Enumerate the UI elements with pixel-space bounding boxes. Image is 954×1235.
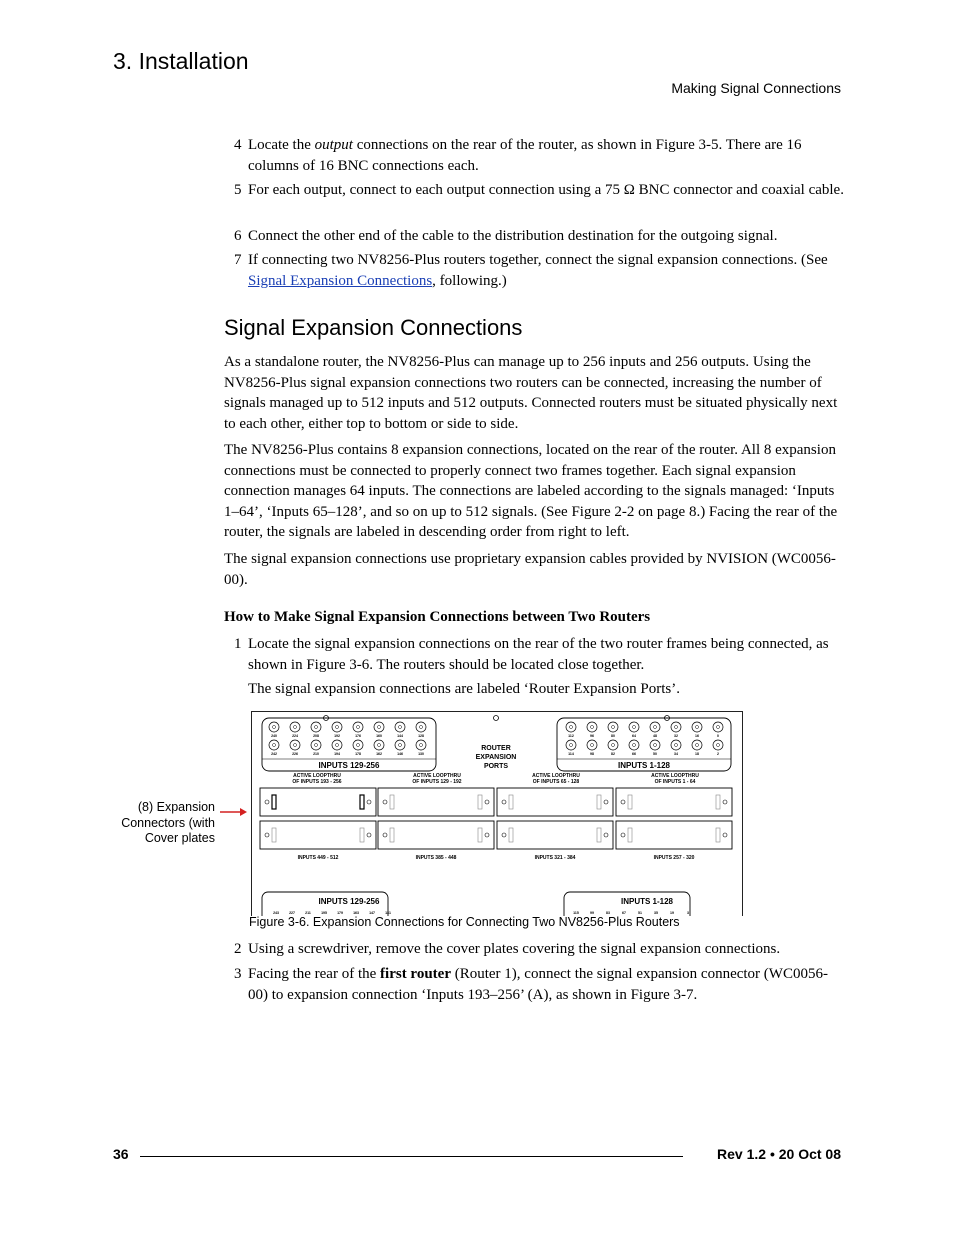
bnc-number: 83: [606, 911, 610, 915]
step-text: If connecting two NV8256-Plus routers together, connect the signal expansion connections. (See Signal Expansion Connections, following.): [248, 252, 828, 289]
expansion-port-label: INPUTS 321 - 384: [534, 855, 576, 861]
bnc-number: 179: [337, 911, 343, 915]
expansion-connector[interactable]: [497, 788, 613, 816]
bnc-number: 98: [590, 752, 594, 756]
figure-caption: Figure 3-6. Expansion Connections for Connecting Two NV8256-Plus Routers: [249, 915, 680, 929]
paragraph: The NV8256-Plus contains 8 expansion connections, located on the rear of the router. All 8 expansion connections must be connected to properly connect two frames together. Each signal expansion connection manages 64 inputs. The connections are labeled according to the signals managed: ‘Inputs 1–64’, ‘Inputs 65–128’, and so on up to 512 signals. (See Figure 2-2 on page 8.) Facing the rear of the router, the signals are labeled in descending order from right to left.: [224, 442, 838, 540]
chapter-title: 3. Installation: [113, 48, 249, 74]
bnc-number: 112: [568, 734, 574, 738]
bnc-connector-icon: [650, 722, 660, 732]
bnc-number: 51: [638, 911, 642, 915]
group-label-right: INPUTS 1-128: [617, 761, 671, 770]
emphasis: output: [314, 137, 353, 153]
bnc-connector-icon: [353, 722, 363, 732]
step-number: 6: [234, 228, 242, 244]
callout-arrow-icon: [218, 806, 248, 818]
signal-expansion-link[interactable]: Signal Expansion Connections: [248, 272, 433, 289]
expansion-port-label: INPUTS 385 - 448: [415, 855, 457, 861]
expansion-port-label: INPUTS 257 - 320: [653, 855, 695, 861]
lower-group-label-right: INPUTS 1-128: [620, 897, 674, 906]
bnc-connector-icon: [608, 722, 618, 732]
loopthru-label: ACTIVE LOOPTHRU: [651, 773, 699, 779]
procedure-heading: How to Make Signal Expansion Connections between Two Routers: [224, 609, 651, 625]
bnc-number: 178: [355, 752, 361, 756]
bnc-number: 130: [418, 752, 424, 756]
bnc-connector-icon: [587, 722, 597, 732]
bnc-number: 242: [271, 752, 277, 756]
bnc-connector-icon: [650, 740, 660, 750]
bnc-connector-icon: [566, 740, 576, 750]
bnc-number: 210: [313, 752, 319, 756]
bnc-connector-icon: [608, 740, 618, 750]
bnc-number: 18: [695, 752, 699, 756]
figure-callout: (8) Expansion Connectors (with Cover plates: [121, 800, 215, 845]
bnc-number: 35: [654, 911, 658, 915]
bnc-connector-icon: [395, 740, 405, 750]
bnc-number: 32: [674, 734, 678, 738]
bnc-connector-icon: [587, 740, 597, 750]
step-text: Locate the signal expansion connections on the rear of the two router frames being connected, as shown in Figure 3-6. The routers should be located close together.: [248, 636, 829, 673]
step-2: [234, 939, 844, 960]
bnc-number: 0: [717, 734, 719, 738]
bnc-number: 194: [334, 752, 340, 756]
bnc-number: 19: [670, 911, 674, 915]
bnc-connector-icon: [629, 722, 639, 732]
bnc-number: 67: [622, 911, 626, 915]
bnc-number: 240: [271, 734, 277, 738]
bnc-connector-icon: [692, 740, 702, 750]
bnc-number: 163: [353, 911, 359, 915]
bnc-number: 162: [376, 752, 382, 756]
step-number: 7: [234, 252, 242, 268]
strong-text: first router: [380, 966, 451, 982]
group-label-left: INPUTS 129-256: [318, 761, 380, 770]
step-7: [234, 250, 844, 291]
step-text: Facing the rear of the first router (Router 1), connect the signal expansion connector (WC0056-00) to expansion connection ‘Inputs 193–256’ (A), as shown in Figure 3-7.: [248, 966, 828, 1003]
step-text: Locate the output connections on the rear of the router, as shown in Figure 3-5. There are 16 columns of 16 BNC connections each.: [248, 137, 802, 174]
bnc-connector-icon: [311, 722, 321, 732]
bnc-number: 147: [369, 911, 375, 915]
bnc-connector-icon: [353, 740, 363, 750]
bnc-connector-icon: [692, 722, 702, 732]
bnc-connector-icon: [416, 740, 426, 750]
bnc-number: 144: [397, 734, 403, 738]
paragraph: The signal expansion connections use proprietary expansion cables provided by NVISION (WC0056-00).: [224, 551, 836, 588]
expansion-connector[interactable]: [378, 821, 494, 849]
bnc-connector-icon: [395, 722, 405, 732]
loopthru-label: ACTIVE LOOPTHRU: [293, 773, 341, 779]
loopthru-label: OF INPUTS 1 - 64: [654, 779, 696, 785]
center-label-line3: PORTS: [483, 763, 509, 770]
bnc-number: 243: [273, 911, 279, 915]
step-5: [234, 180, 844, 201]
bnc-number: 16: [695, 734, 699, 738]
running-header: Making Signal Connections: [671, 80, 841, 96]
bnc-connector-icon: [311, 740, 321, 750]
expansion-connector[interactable]: [378, 788, 494, 816]
bnc-number: 208: [313, 734, 319, 738]
step-6: [234, 226, 844, 247]
expansion-port-label: INPUTS 449 - 512: [297, 855, 339, 861]
bnc-connector-icon: [671, 722, 681, 732]
center-label-line1: ROUTER: [481, 745, 511, 752]
bnc-number: 226: [292, 752, 298, 756]
bnc-number: 64: [632, 734, 636, 738]
note-text: The signal expansion connections are labeled ‘Router Expansion Ports’.: [248, 681, 680, 697]
bnc-number: 96: [590, 734, 594, 738]
step-number: 2: [234, 941, 242, 957]
bnc-connector-icon: [374, 740, 384, 750]
step-text: For each output, connect to each output connection using a 75 Ω BNC connector and coaxial cable.: [248, 182, 844, 198]
step-1: [234, 634, 844, 675]
bnc-number: 34: [674, 752, 678, 756]
bnc-connector-icon: [566, 722, 576, 732]
bnc-connector-icon: [332, 722, 342, 732]
bnc-connector-icon: [269, 740, 279, 750]
bnc-number: 131: [385, 911, 391, 915]
bnc-number: 115: [573, 911, 579, 915]
expansion-connector[interactable]: [616, 788, 732, 816]
step-number: 4: [234, 137, 242, 153]
footer-rule: [140, 1156, 683, 1157]
bnc-number: 128: [418, 734, 424, 738]
step-number: 1: [234, 636, 242, 652]
bnc-number: 48: [653, 734, 657, 738]
loopthru-label: OF INPUTS 129 - 192: [412, 779, 462, 785]
bnc-number: 99: [590, 911, 594, 915]
bnc-connector-icon: [671, 740, 681, 750]
step-1-note: [234, 679, 844, 700]
bnc-number: 224: [292, 734, 298, 738]
bnc-connector-icon: [290, 740, 300, 750]
bnc-connector-icon: [374, 722, 384, 732]
bnc-connector-icon: [629, 740, 639, 750]
loopthru-label: OF INPUTS 65 - 128: [532, 779, 580, 785]
expansion-connector[interactable]: [497, 821, 613, 849]
step-number: 5: [234, 182, 242, 198]
paragraph: As a standalone router, the NV8256-Plus can manage up to 256 inputs and 256 outputs. Using the NV8256-Plus signal expansion connections two routers can be connected, increasing the number of signals managed up to 512 inputs and 512 outputs. Connected routers must be situated physically next to each other, either top to bottom or side to side.: [224, 354, 838, 432]
bnc-connector-icon: [713, 722, 723, 732]
bnc-number: 176: [355, 734, 361, 738]
bnc-number: 146: [397, 752, 403, 756]
expansion-connector[interactable]: [260, 788, 376, 816]
bnc-connector-icon: [713, 740, 723, 750]
expansion-connector[interactable]: [260, 821, 376, 849]
router-rear-panel-figure: [251, 711, 743, 916]
bnc-number: 82: [611, 752, 615, 756]
bnc-number: 3: [687, 911, 689, 915]
bnc-number: 114: [568, 752, 574, 756]
bnc-number: 80: [611, 734, 615, 738]
step-number: 3: [234, 966, 242, 982]
step-4: [234, 135, 844, 176]
lower-group-label-left: INPUTS 129-256: [318, 897, 380, 906]
bnc-number: 192: [334, 734, 340, 738]
bnc-number: 2: [717, 752, 719, 756]
loopthru-label: ACTIVE LOOPTHRU: [413, 773, 461, 779]
step-3: [234, 964, 844, 1005]
loopthru-label: OF INPUTS 193 - 256: [292, 779, 342, 785]
bnc-number: 195: [321, 911, 327, 915]
bnc-number: 66: [632, 752, 636, 756]
page-number: 36: [113, 1146, 129, 1162]
bnc-number: 211: [305, 911, 311, 915]
bnc-connector-icon: [290, 722, 300, 732]
router-rear-panel: [252, 712, 742, 916]
revision-label: Rev 1.2 • 20 Oct 08: [717, 1146, 841, 1162]
center-label-line2: EXPANSION: [475, 754, 517, 761]
step-text: Using a screwdriver, remove the cover plates covering the signal expansion connections.: [248, 941, 781, 957]
step-text: Connect the other end of the cable to the distribution destination for the outgoing signal.: [248, 228, 778, 244]
bnc-connector-icon: [332, 740, 342, 750]
section-heading: Signal Expansion Connections: [224, 315, 523, 340]
bnc-number: 160: [376, 734, 382, 738]
expansion-connector[interactable]: [616, 821, 732, 849]
bnc-connector-icon: [416, 722, 426, 732]
loopthru-label: ACTIVE LOOPTHRU: [532, 773, 580, 779]
bnc-number: 227: [289, 911, 295, 915]
bnc-connector-icon: [269, 722, 279, 732]
bnc-number: 50: [653, 752, 657, 756]
